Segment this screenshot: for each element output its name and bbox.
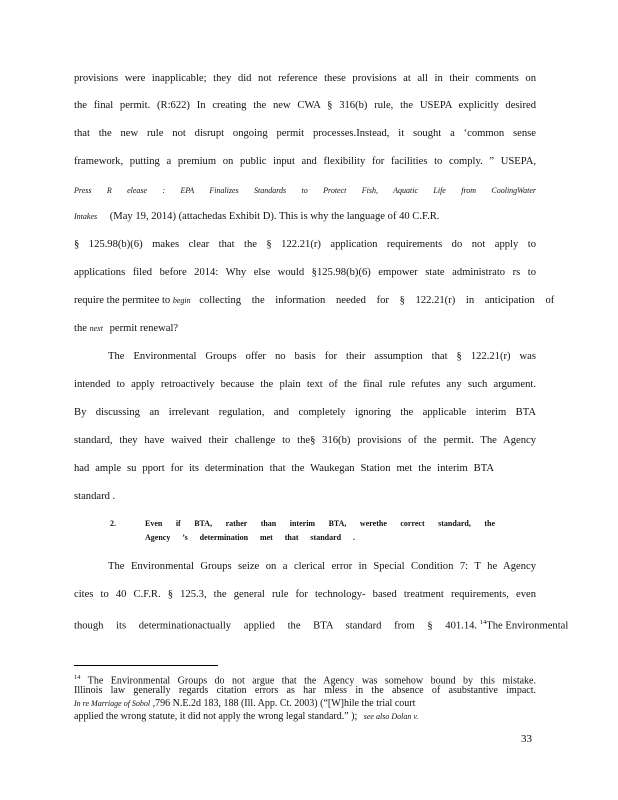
body-line-16: standard . <box>74 491 116 502</box>
citation-italic-intakes: Intakes <box>74 212 98 221</box>
body-line-9: require the permitee to begin collecting the information needed for § 122.21(r) in anticipation of <box>74 295 555 306</box>
footnote-line-3: In re Marriage of Sobol ,796 N.E.2d 183, 188 (Ill. App. Ct. 2003) (“[W]hile the trial court <box>74 698 416 709</box>
body-line-2: the final permit. (R:622) In creating the new CWA § 316(b) rule, the USEPA explicitly desired <box>74 100 536 111</box>
case-name-italic: In re Marriage of Sobol <box>74 699 151 708</box>
footnote-line-1: $^{14}$ The Environmental Groups do not argue that the Agency was somehow bound by this mistake. <box>74 674 536 687</box>
body-line-14: standard, they have waived their challenge to the§ 316(b) provisions of the permit. The Agency <box>74 435 536 446</box>
body-line-3: that the new rule not disrupt ongoing permit processes.Instead, it sought a ‘common sense <box>74 128 536 139</box>
body-line-10: the next permit renewal? <box>74 323 179 334</box>
body-line-15: had ample su pport for its determination that the Waukegan Station met the interim BTA <box>74 463 494 474</box>
body-line-19: cites to 40 C.F.R. § 125.3, the general rule for technology- based treatment requirements, even <box>74 589 536 600</box>
body-line-1: provisions were inapplicable; they did not reference these provisions at all in their comments on <box>74 73 536 84</box>
footnote-marker: 14 <box>74 674 81 681</box>
emphasis-next: next <box>89 324 103 333</box>
footnote-line-2: Illinois law generally regards citation errors as har mless in the absence of asubstantive impact. <box>74 685 536 696</box>
body-line-13: By discussing an irrelevant regulation, and completely ignoring the applicable interim BTA <box>74 407 536 418</box>
press-release-citation: Press R elease : EPA Finalizes Standards to Protect Fish, Aquatic Life from CoolingWater <box>74 186 536 195</box>
body-line-6: Intakes (May 19, 2014) (attachedas Exhibit D). This is why the language of 40 C.F.R. <box>74 211 440 222</box>
page-number: 33 <box>521 733 532 745</box>
footnote-line-4: applied the wrong statute, it did not apply the wrong legal standard.” ); see also Dolan v. <box>74 711 419 722</box>
footnote-divider <box>74 665 218 666</box>
body-line-8: applications filed before 2014: Why else would §125.98(b)(6) empower state administrato rs to <box>74 267 536 278</box>
subheading-line-1: Even if BTA, rather than interim BTA, werethe correct standard, the <box>145 519 495 528</box>
body-line-7: § 125.98(b)(6) makes clear that the § 122.21(r) application requirements do not apply to <box>74 239 536 250</box>
paragraph-3-start: The Environmental Groups seize on a clerical error in Special Condition 7: T he Agency <box>108 561 536 572</box>
body-line-12: intended to apply retroactively because the plain text of the final rule refutes any such argument. <box>74 379 536 390</box>
subheading-number: 2. <box>110 519 116 528</box>
signal-italic: see also Dolan v. <box>363 712 419 721</box>
footnote-ref: 14 <box>479 619 487 626</box>
body-line-20: though its determinationactually applied the BTA standard from § 401.14. $^{14}$The Environmental <box>74 619 569 632</box>
subheading-line-2: Agency ’s determination met that standard . <box>145 533 355 542</box>
emphasis-begin: begin <box>172 296 191 305</box>
paragraph-2-start: The Environmental Groups offer no basis for their assumption that § 122.21(r) was <box>108 351 536 362</box>
body-line-4: framework, putting a premium on public input and flexibility for facilities to comply. ” USEPA, <box>74 156 536 167</box>
